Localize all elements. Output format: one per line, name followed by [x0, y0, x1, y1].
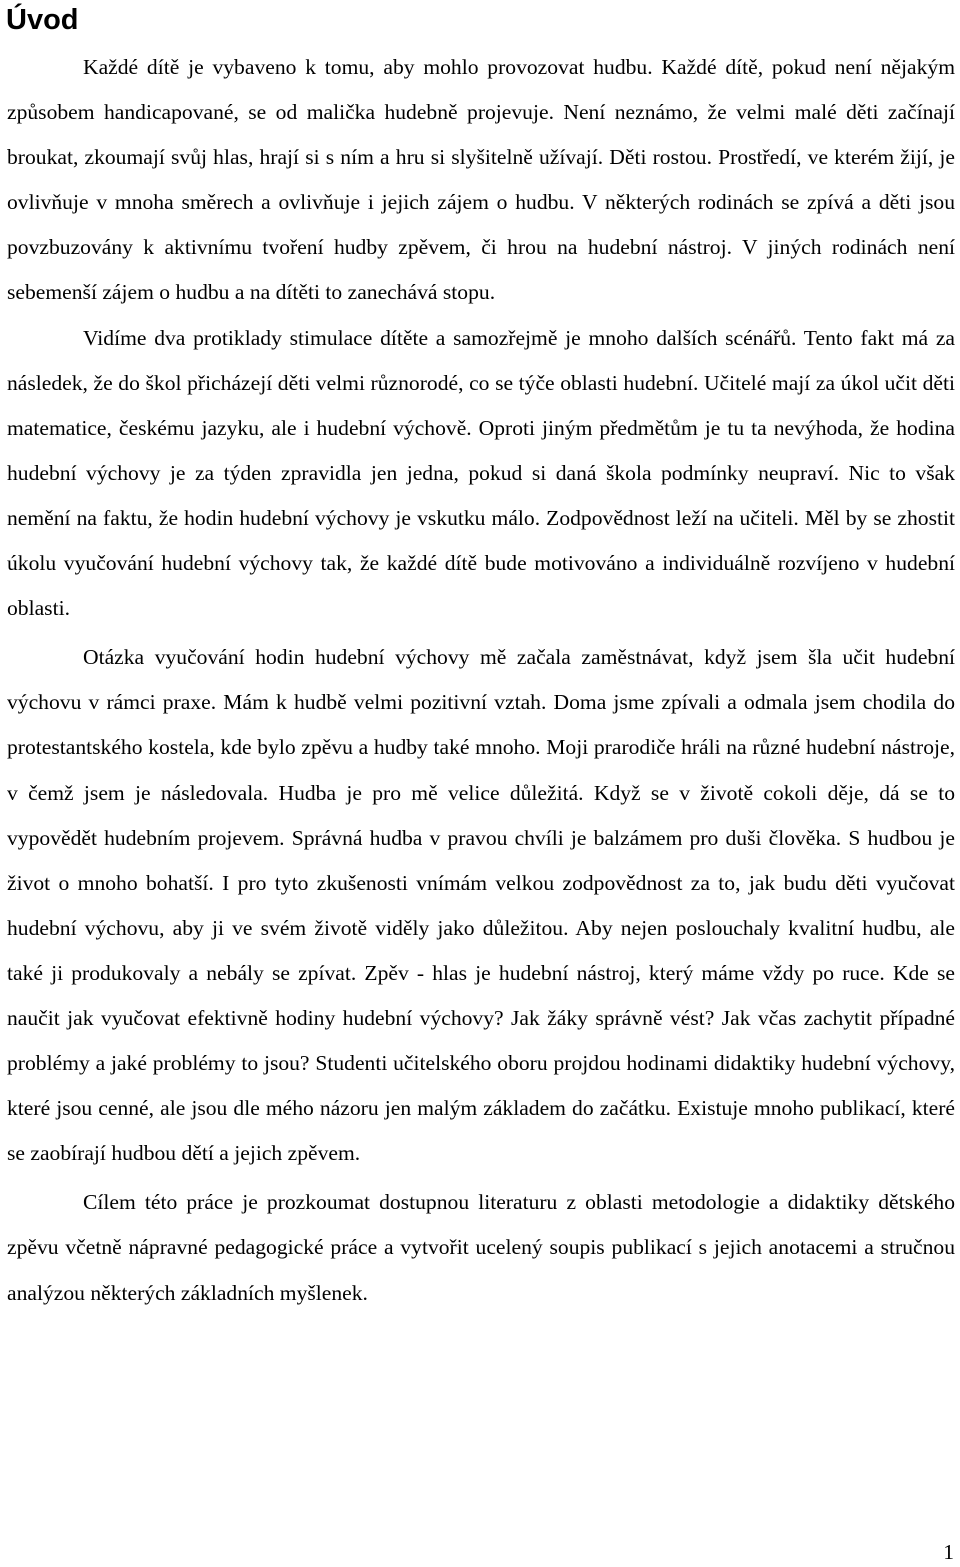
document-body [7, 45, 955, 1316]
paragraph-intro: Každé dítě je vybaveno k tomu, aby mohlo provozovat hudbu. Každé dítě, pokud není nějakým způsobem handicapované, se od malička hudebně projevuje. Není neznámo, že velmi malé děti začínají broukat, zkoumají svůj hlas, hrají si s ním a hru si slyšitelně užívají. Děti rostou. Prostředí, ve kterém žijí, je ovlivňuje v mnoha směrech a ovlivňuje i jejich zájem o hudbu. V některých rodinách se zpívá a děti jsou povzbuzovány k aktivnímu tvoření hudby zpěvem, či hrou na hudební nástroj. V jiných rodinách není sebemenší zájem o hudbu a na dítěti to zanechává stopu. [7, 55, 955, 305]
page-number: 1 [943, 1540, 954, 1564]
section-heading: Úvod [6, 4, 79, 36]
paragraph-school: Vidíme dva protiklady stimulace dítěte a samozřejmě je mnoho dalších scénářů. Tento fakt má za následek, že do škol přicházejí děti velmi různorodé, co se týče oblasti hudební. Učitelé mají za úkol učit děti matematice, českému jazyku, ale i hudební výchově. Oproti jiným předmětům je tu ta nevýhoda, že hodina hudební výchovy je za týden zpravidla jen jedna, pokud si daná škola podmínky neupraví. Nic to však nemění na faktu, že hodin hudební výchovy je vskutku málo. Zodpovědnost leží na učiteli. Měl by se zhostit úkolu vyučování hudební výchovy tak, že každé dítě bude motivováno a individuálně rozvíjeno v hudební oblasti. [7, 325, 955, 621]
paragraph-goal: Cílem této práce je prozkoumat dostupnou literaturu z oblasti metodologie a didaktiky dětského zpěvu včetně nápravné pedagogické práce a vytvořit ucelený soupis publikací s jejich anotacemi a stručnou analýzou některých základních myšlenek. [7, 1190, 955, 1305]
paragraph-motivation: Otázka vyučování hodin hudební výchovy mě začala zaměstnávat, když jsem šla učit hudební výchovu v rámci praxe. Mám k hudbě velmi pozitivní vztah. Doma jsme zpívali a odmala jsem chodila do protestantského kostela, kde bylo zpěvu a hudby také mnoho. Moji prarodiče hráli na různé hudební nástroje, v čemž jsem je následovala. Hudba je pro mě velice důležitá. Když se v životě cokoli děje, dá se to vypovědět hudebním projevem. Správná hudba v pravou chvíli je balzámem pro duši člověka. S hudbou je život o mnoho bohatší. I pro tyto zkušenosti vnímám velkou zodpovědnost za to, jak budu děti vyučovat hudební výchovu, aby ji ve svém životě viděly jako důležitou. Aby nejen poslouchaly kvalitní hudbu, ale také ji produkovaly a nebály se zpívat. Zpěv - hlas je hudební nástroj, který máme vždy po ruce. Kde se naučit jak vyučovat efektivně hodiny hudební výchovy? Jak žáky správně vést? Jak včas zachytit případné problémy a jaké problémy to jsou? Studenti učitelského oboru projdou hodinami didaktiky hudební výchovy, které jsou cenné, ale jsou dle mého názoru jen malým základem do začátku. Existuje mnoho publikací, které se zaobírají hudbou dětí a jejich zpěvem. [7, 645, 955, 1166]
